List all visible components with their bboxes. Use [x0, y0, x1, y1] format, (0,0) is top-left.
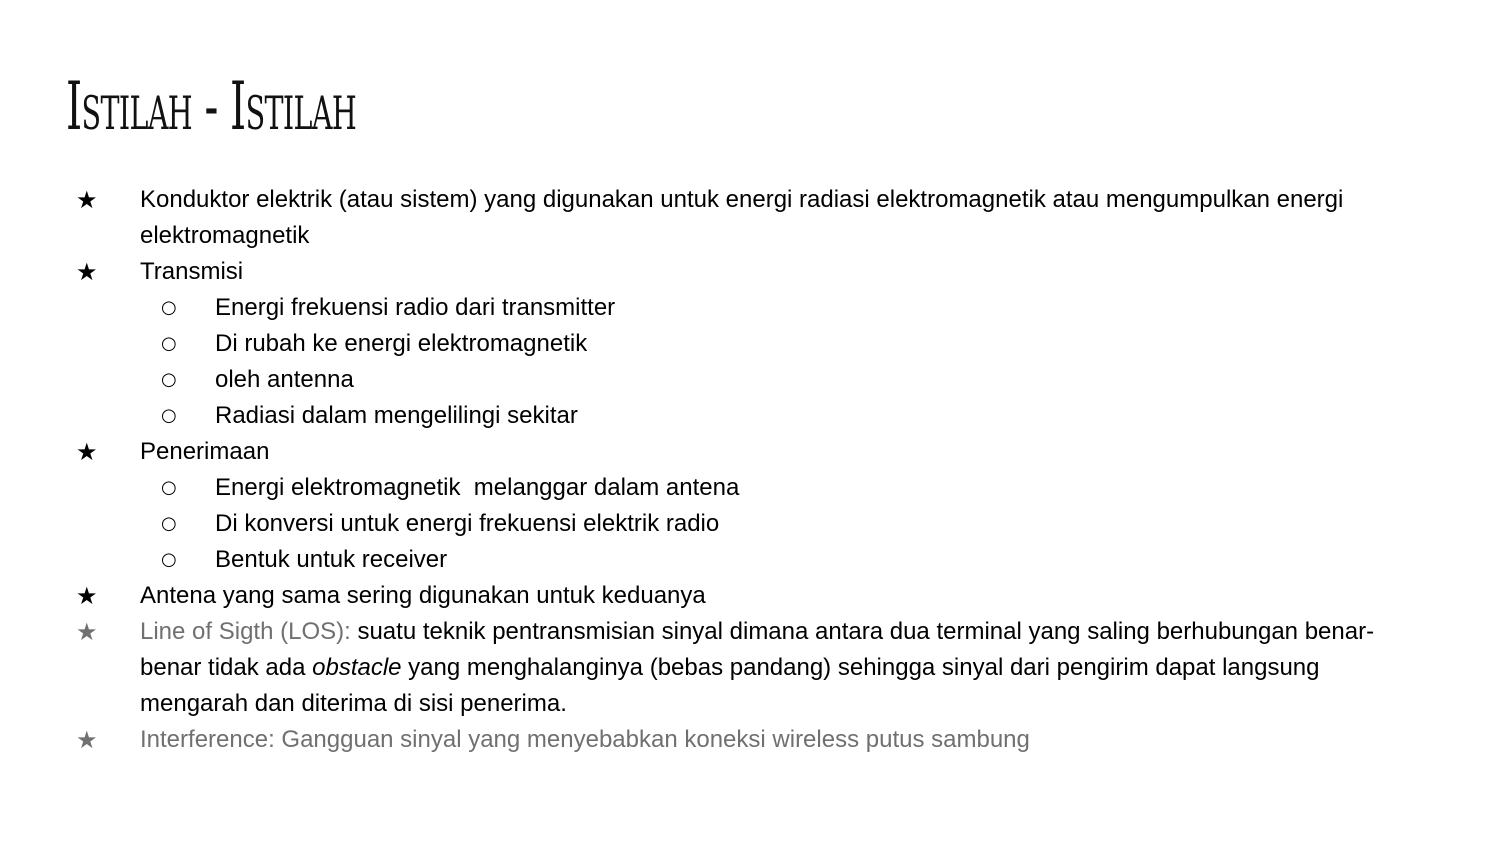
sub-list-item-text: Di rubah ke energi elektromagnetik [215, 330, 588, 357]
sub-list-item [0, 290, 1500, 326]
los-definition-part-2: yang menghalanginya (bebas pandang) sehingga sinyal dari pengirim dapat langsung mengarah dan diterima di sisi penerima. [140, 654, 1320, 717]
sub-list-item [0, 362, 1500, 398]
circle-bullet-icon: ○ [161, 549, 177, 570]
sub-list-item-text: Radiasi dalam mengelilingi sekitar [215, 402, 578, 429]
sub-list-item [0, 470, 1500, 506]
list-item-text: Konduktor elektrik (atau sistem) yang digunakan untuk energi radiasi elektromagnetik atau mengumpulkan energi elektromagnetik [140, 186, 1344, 249]
circle-bullet-icon: ○ [161, 405, 177, 426]
sub-list-item [0, 326, 1500, 362]
list-item [0, 254, 1500, 290]
sub-list-item [0, 506, 1500, 542]
list-item-text: Interference: Gangguan sinyal yang menyebabkan koneksi wireless putus sambung [140, 726, 1030, 753]
circle-bullet-icon: ○ [161, 333, 177, 354]
sub-list-item-text: Di konversi untuk energi frekuensi elektrik radio [215, 510, 720, 537]
star-bullet-icon: ★ [76, 618, 98, 646]
slide-title: Istilah - Istilah [66, 68, 357, 145]
list-item [0, 182, 1500, 254]
circle-bullet-icon: ○ [161, 369, 177, 390]
star-bullet-icon: ★ [76, 186, 98, 214]
list-item [0, 434, 1500, 470]
circle-bullet-icon: ○ [161, 513, 177, 534]
list-item-los [0, 614, 1500, 722]
sub-list-item-text: Bentuk untuk receiver [215, 546, 448, 573]
sub-list-item-text: Energi elektromagnetik melanggar dalam antena [215, 474, 740, 501]
star-bullet-icon: ★ [76, 438, 98, 466]
sub-list-item-text: Energi frekuensi radio dari transmitter [215, 294, 616, 321]
circle-bullet-icon: ○ [161, 297, 177, 318]
list-item-text: Antena yang sama sering digunakan untuk keduanya [140, 582, 706, 609]
los-definition-part-1: suatu teknik pentransmisian sinyal dimana antara dua terminal yang saling berhubungan benar-benar tidak ada [140, 618, 1375, 681]
list-item [0, 578, 1500, 614]
list-item-interference [0, 722, 1500, 758]
star-bullet-icon: ★ [76, 582, 98, 610]
circle-bullet-icon: ○ [161, 477, 177, 498]
sub-list-item-text: oleh antenna [215, 366, 354, 393]
los-term: Line of Sigth (LOS): [140, 618, 351, 645]
star-bullet-icon: ★ [76, 726, 98, 754]
list-item-text: Penerimaan [140, 438, 270, 465]
star-bullet-icon: ★ [76, 258, 98, 286]
sub-list-item [0, 542, 1500, 578]
los-emphasis: obstacle [312, 654, 402, 681]
bullet-list [0, 182, 1500, 758]
list-item-text [140, 614, 1410, 722]
sub-list-item [0, 398, 1500, 434]
list-item-text: Transmisi [140, 258, 244, 285]
